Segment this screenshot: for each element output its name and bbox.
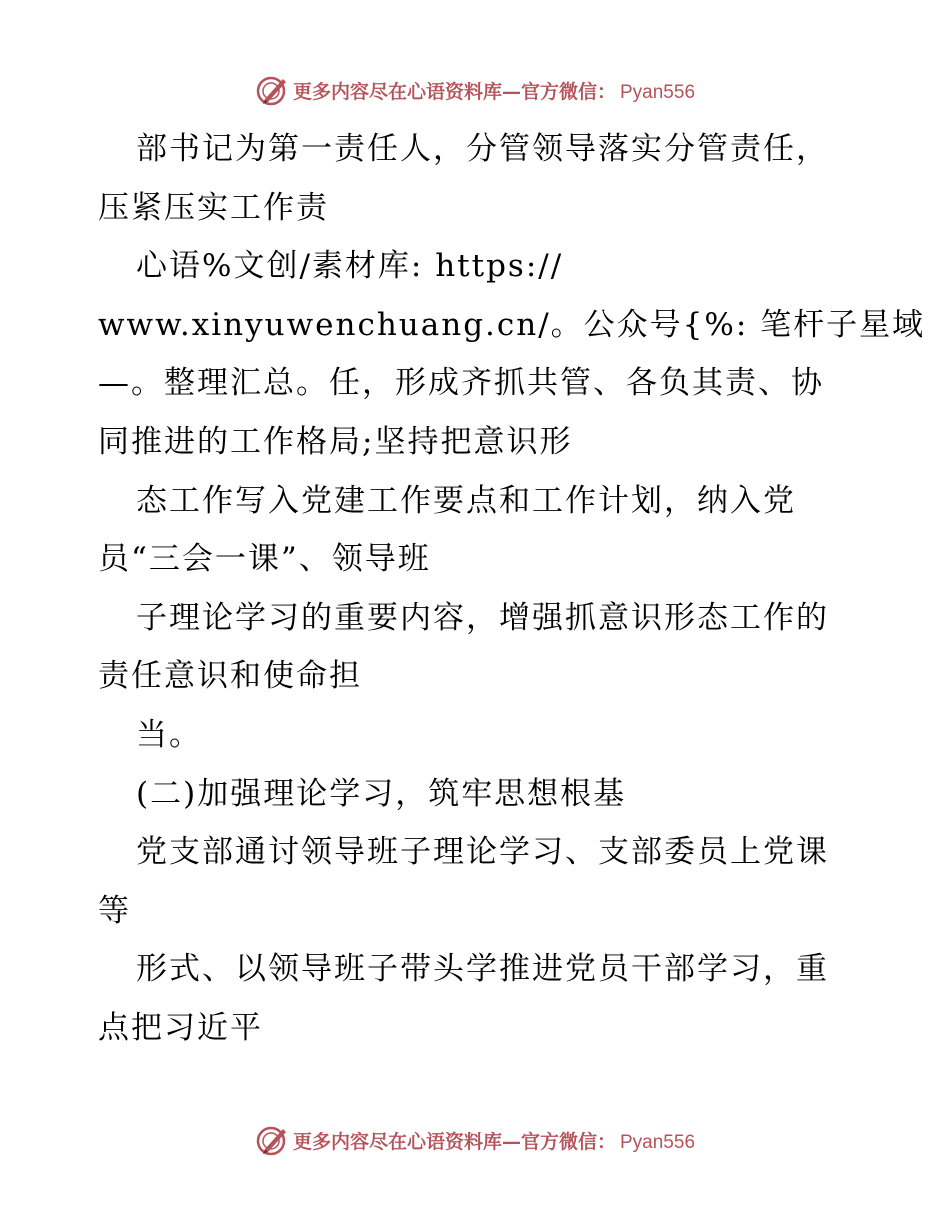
document-body (98, 120, 926, 1058)
text-line: 态工作写入党建工作要点和工作计划，纳入党 (136, 482, 796, 519)
text-line: 责任意识和使命担 (98, 658, 362, 695)
footer-banner-handle: Pyan556 (620, 1131, 696, 1153)
text-line: 党支部通讨领导班子理论学习、支部委员上党课 (136, 834, 829, 871)
header-banner-label: 更多内容尽在心语资料库—官方微信： (292, 80, 616, 103)
footer-banner (0, 1120, 950, 1160)
text-line: www.xinyuwenchuang.cn/。公众号{%: 笔杆子星域 (98, 306, 926, 343)
footer-banner-text (293, 1127, 695, 1154)
text-line: 子理论学习的重要内容，增强抓意识形态工作的 (136, 599, 829, 636)
text-line: 等 (98, 892, 131, 929)
text-line: 心语%文创/素材库: https:// (136, 248, 564, 285)
text-line: 同推进的工作格局;坚持把意识形 (98, 423, 573, 460)
seal-pen-logo-icon (255, 73, 289, 107)
text-line: 员“三会一课”、领导班 (98, 541, 431, 578)
header-banner-text (293, 77, 695, 104)
text-line: 点把习近平 (98, 1009, 263, 1046)
text-line: 压紧压实工作责 (98, 189, 329, 226)
section-heading: (二)加强理论学习，筑牢思想根基 (136, 775, 627, 812)
seal-pen-logo-icon (255, 1123, 289, 1157)
footer-banner-label: 更多内容尽在心语资料库—官方微信： (292, 1130, 616, 1153)
text-line: 部书记为第一责任人，分管领导落实分管责任， (136, 131, 829, 167)
text-line: 形式、以领导班子带头学推进党员干部学习，重 (136, 951, 829, 988)
text-line: —。整理汇总。任，形成齐抓共管、各负其责、协 (98, 365, 824, 402)
text-line: 当。 (136, 716, 202, 753)
header-banner (0, 70, 950, 110)
header-banner-handle: Pyan556 (620, 81, 696, 103)
